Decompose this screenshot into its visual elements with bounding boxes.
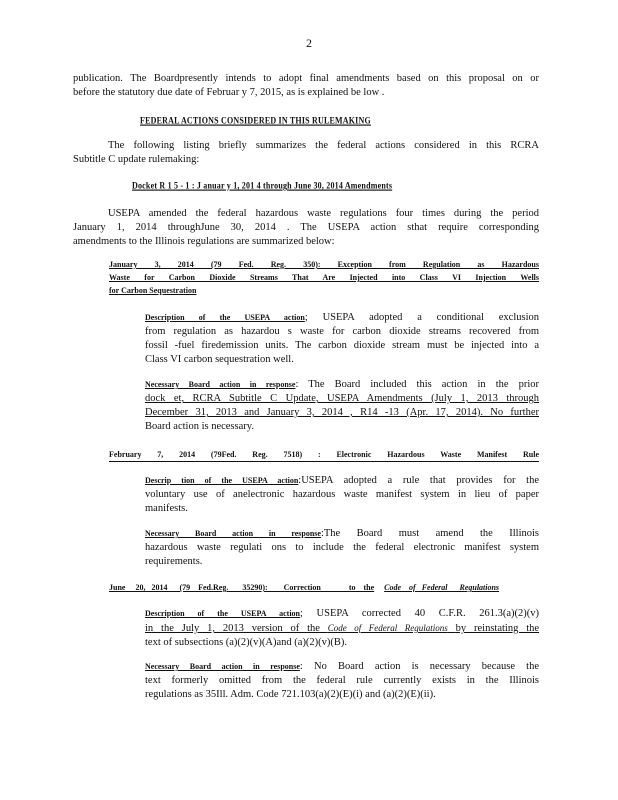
item1-heading-line-2: Waste for Carbon Dioxide Streams That Are Injected into Class VI Injection Wells <box>109 273 539 282</box>
item1-description-line-3: fossil -fuel firedemission units. The carbon dioxide stream must be injected into a <box>145 340 539 351</box>
item2-description-line-1: :USEPA adopted a rule that provides for the <box>298 475 539 486</box>
item1-heading <box>109 258 539 297</box>
item3-response-line-2: text formerly omitted from the federal rule currently exists in the Illinois <box>145 675 539 686</box>
listing-paragraph <box>73 139 539 167</box>
listing-line-1: The following listing briefly summarizes the federal actions considered in this RCRA <box>108 140 539 151</box>
page-number: 2 <box>306 36 312 50</box>
summary-line-3: amendments to the Illinois regulations are summarized below: <box>73 236 335 247</box>
item1-description-line-1: ; USEPA adopted a conditional exclusion <box>304 312 540 323</box>
intro-line-1: publication. The Boardpresently intends to adopt final amendments based on this proposal on or <box>73 73 539 84</box>
summary-line-1: USEPA amended the federal hazardous waste regulations four times during the period <box>108 208 539 219</box>
item1-description-label: Description of the USEPA action <box>145 313 305 322</box>
summary-line-2: January 1, 2014 throughJune 30, 2014 . The USEPA action sthat require corresponding <box>73 222 539 233</box>
item2-description-label: Descrip tion of the USEPA action <box>145 476 299 485</box>
item1-heading-line-1: January 3, 2014 (79 Fed. Reg. 350): Exception from Regulation as Hazardous <box>109 260 539 269</box>
item3-description-line-2: in the July 1, 2013 version of the Code of Federal Regulations by reinstating the <box>145 623 540 634</box>
item1-description <box>145 311 539 367</box>
item3-heading-cfr: Code of Federal Regulations <box>384 583 500 592</box>
item3-heading <box>109 581 539 595</box>
item2-heading <box>109 448 539 462</box>
item3-description-line-3: text of subsections (a)(2)(v)(A)and (a)(2)(v)(B). <box>145 637 348 648</box>
item1-response <box>145 378 539 434</box>
item1-response-line-1: : The Board included this action in the prior <box>295 379 539 390</box>
item1-heading-line-3: for Carbon Sequestration <box>109 286 197 295</box>
intro-paragraph <box>73 72 539 100</box>
item1-description-line-4: Class VI carbon sequestration well. <box>145 354 294 365</box>
item3-description-line-1: ; USEPA corrected 40 C.F.R. 261.3(a)(2)(v) <box>300 608 539 619</box>
item3-description-label: Description of the USEPA action <box>145 609 300 618</box>
item2-response-label: Necessary Board action in response <box>145 529 321 538</box>
item2-heading-underline <box>109 461 539 462</box>
item2-description <box>145 474 539 516</box>
item2-response-line-1: :The Board must amend the Illinois <box>320 528 540 539</box>
federal-actions-heading: FEDERAL ACTIONS CONSIDERED IN THIS RULEMAKING <box>140 115 371 126</box>
item1-response-label: Necessary Board action in response <box>145 380 296 389</box>
item2-description-line-3: manifests. <box>145 503 188 514</box>
item1-response-line-2: dock et, RCRA Subtitle C Update, USEPA Amendments (July 1, 2013 through <box>145 393 539 404</box>
item1-description-line-2: from regulation as hazardou s waste for carbon dioxide streams recovered from <box>145 326 539 337</box>
item2-description-line-2: voluntary use of anelectronic hazardous waste manifest system in lieu of paper <box>145 489 539 500</box>
docket-heading: Docket R 1 5 - 1 : J anuar y 1, 201 4 through June 30, 2014 Amendments <box>132 180 393 191</box>
item1-response-line-3: December 31, 2013 and January 3, 2014 , R14 -13 (Apr. 17, 2014). No further <box>145 407 539 418</box>
item3-heading-prefix: June 20, 2014 (79 Fed.Reg. 35290): Correction to the <box>109 583 375 592</box>
item3-response <box>145 660 539 702</box>
item3-response-line-1: : No Board action is necessary because the <box>299 661 540 672</box>
item3-description <box>145 607 539 650</box>
item1-response-line-4: Board action is necessary. <box>145 421 254 432</box>
intro-line-2: before the statutory due date of Februar y 7, 2015, as is explained be low . <box>73 87 385 98</box>
item2-heading-line: February 7, 2014 (79Fed. Reg. 7518) : Electronic Hazardous Waste Manifest Rule <box>109 450 539 459</box>
item2-response <box>145 527 539 569</box>
item2-response-line-2: hazardous waste regulati ons to include the federal electronic manifest system <box>145 542 539 553</box>
item3-response-line-3: regulations as 35Ill. Adm. Code 721.103(a)(2)(E)(i) and (a)(2)(E)(ii). <box>145 689 436 700</box>
item2-response-line-3: requirements. <box>145 556 203 567</box>
item3-response-label: Necessary Board action in response <box>145 662 300 671</box>
summary-paragraph <box>73 207 539 249</box>
listing-line-2: Subtitle C update rulemaking: <box>73 154 200 165</box>
